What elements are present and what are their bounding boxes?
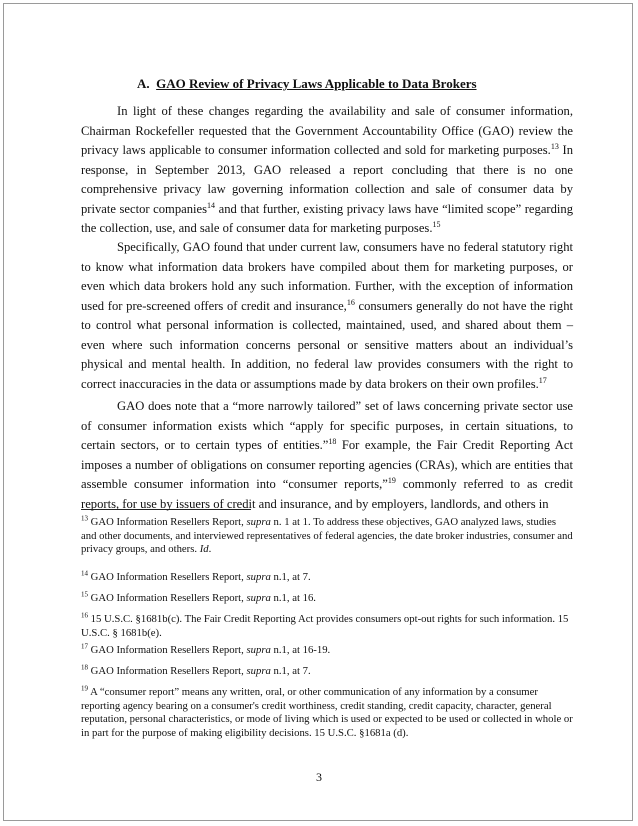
footnote-italic: supra (246, 571, 271, 583)
paragraph-text: In light of these changes regarding the availability and sale of consumer information, Chairman Rockefeller requested that the Government Accountability Office (GAO) review the privacy laws applicable to consumer information collected and sold for marketing purposes. (81, 104, 573, 157)
footnote-text: GAO Information Resellers Report, (88, 571, 247, 583)
footnote-ref-13[interactable]: 13 (550, 141, 559, 151)
footnote-ref-17[interactable]: 17 (538, 375, 547, 385)
footnote-text: GAO Information Resellers Report, (88, 644, 247, 656)
footnote-ref-15[interactable]: 15 (432, 219, 441, 229)
footnote-text: A “consumer report” means any written, oral, or other communication of any information by a consumer reporting agency bearing on a consumer's credit worthiness, credit standing, credit capacity, character, general reputation, personal characteristics, or mode of living which is used or expected to be used or collected in whole or in part for the purpose of making eligibility decisions. 15 U.S.C. §1681a (d). (81, 686, 573, 739)
paragraph-text: GAO does note that a “more narrowly tailored” set of laws concerning private sector use of consumer information exists which “apply for specific purposes, in certain situations, to certain sectors, or to certain types of entities.” (81, 399, 573, 452)
footnote-13 (81, 516, 573, 557)
paragraph-text: In response, in September 2013, GAO released a report concluding that there is no one comprehensive privacy law governing information collection and sale of consumer data by private sector companies (81, 143, 574, 216)
paragraph-2 (81, 238, 573, 394)
footnote-ref-18[interactable]: 18 (328, 436, 337, 446)
footnote-number: 18 (81, 663, 88, 672)
footnote-number: 17 (81, 642, 88, 651)
footnote-text: n.1, at 16. (270, 592, 316, 604)
footnote-text: n. 1 at 1. To address these objectives, GAO analyzed laws, studies and other documents, and interviewed representatives of federal agencies, the date broker industries, consumer and privacy groups, and others. (81, 516, 573, 556)
footnote-text: n.1, at 7. (270, 571, 311, 583)
paragraph-text: Specifically, GAO found that under current law, consumers have no federal statutory right to know what information data brokers have compiled about them for marketing purposes, or even which data brokers hold any such information. Further, with the exception of information used for pre-screened offers of credit and insurance, (81, 240, 573, 313)
page-number: 3 (316, 770, 322, 784)
footnote-divider (81, 509, 251, 510)
section-heading (137, 76, 477, 92)
footnote-text: 15 U.S.C. §1681b(c). The Fair Credit Reporting Act provides consumers opt-out rights for such information. 15 U.S.C. § 1681b(e). (81, 613, 569, 639)
footnote-18 (81, 665, 573, 679)
footnote-text: n.1, at 7. (270, 665, 311, 677)
footnote-19 (81, 686, 573, 740)
footnote-italic: supra (246, 665, 271, 677)
paragraph-text: commonly referred to as credit reports, for use by issuers of credit and insurance, and by employers, landlords, and others in (81, 477, 573, 511)
paragraph-3 (81, 397, 573, 514)
paragraph-text: For example, the Fair Credit Reporting Act imposes a number of obligations on consumer reporting agencies (CRAs), which are entities that assemble consumer information into “consumer reports,” (81, 438, 573, 491)
footnote-number: 19 (81, 684, 88, 693)
footnote-text: . (208, 543, 212, 556)
footnote-number: 13 (81, 514, 88, 523)
footnote-italic: supra (246, 516, 271, 528)
footnote-ref-19[interactable]: 19 (387, 475, 396, 485)
footnote-italic: Id (199, 543, 209, 556)
footnote-15 (81, 592, 573, 606)
paragraph-text: and that further, existing privacy laws have “limited scope” regarding the collection, use, and sale of consumer data for marketing purposes. (81, 201, 573, 235)
footnote-text: n.1, at 16-19. (270, 644, 331, 656)
footnote-text: GAO Information Resellers Report, (88, 592, 247, 604)
footnote-ref-16[interactable]: 16 (346, 297, 355, 307)
footnote-italic: supra (246, 644, 271, 656)
footnote-number: 14 (81, 569, 88, 578)
footnote-14 (81, 571, 573, 585)
footnote-17 (81, 644, 573, 658)
footnote-number: 15 (81, 590, 88, 599)
section-title: GAO Review of Privacy Laws Applicable to Data Brokers (156, 76, 477, 91)
footnote-number: 16 (81, 611, 88, 620)
section-letter: A. (137, 76, 150, 91)
footnote-italic: supra (246, 592, 271, 604)
footnote-ref-14[interactable]: 14 (207, 200, 216, 210)
footnote-text: GAO Information Resellers Report, (88, 516, 247, 528)
footnote-16 (81, 613, 573, 640)
paragraph-1 (81, 102, 573, 239)
document-page (3, 3, 633, 821)
paragraph-text: consumers generally do not have the right to control what personal information is collected, maintained, used, and shared about them – even where such information concerns personal or sensitive matters about an individual’s physical and mental health. In addition, no federal law provides consumers with the right to correct inaccuracies in the data or assumptions made by data brokers on their own profiles. (81, 298, 573, 391)
footnote-text: GAO Information Resellers Report, (88, 665, 247, 677)
